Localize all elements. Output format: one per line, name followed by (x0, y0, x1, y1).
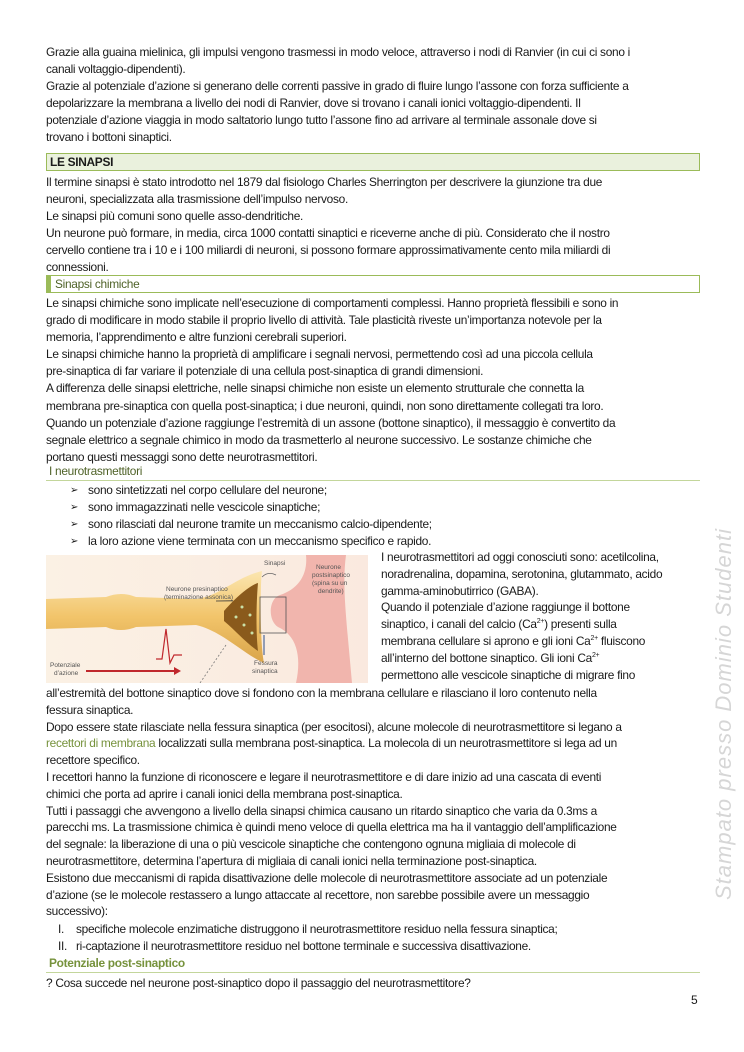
list-item (46, 938, 558, 955)
text-line: memoria, l’apprendimento e altre funzioni cerebrali superiori. (46, 330, 347, 345)
text-line: Il termine sinapsi è stato introdotto nel 1879 dal fisiologo Charles Sherrington per descrivere la giunzione tra due (46, 175, 603, 189)
text-line (381, 616, 662, 633)
text-line (381, 566, 662, 583)
text-line (46, 803, 622, 820)
text-line: membrana pre-sinaptica con quella post-sinaptica; i due neuroni, quindi, non sono direttamente collegati tra loro. (46, 398, 604, 413)
paragraph-ranvier-1 (46, 44, 630, 78)
text-line (46, 887, 622, 904)
heading-potenziale-post-sinaptico: Potenziale post-sinaptico (46, 955, 700, 973)
label-fessura: Fessura (254, 660, 278, 667)
text-line: Grazie al potenziale d’azione si generano delle correnti passive in grado di fluire lungo l’assone con forza sufficiente a (46, 79, 629, 93)
text-line (46, 719, 622, 736)
label-neurone-postsinaptico-1: Neurone (316, 564, 341, 571)
text-span: Quando il potenziale d’azione raggiunge il bottone (381, 600, 630, 615)
text-line (46, 769, 622, 786)
question-text: ? Cosa succede nel neurone post-sinaptico dopo il passaggio del neurotrasmettitore? (46, 976, 471, 990)
text-line (46, 685, 622, 702)
text-line: potenziale d’azione viaggia in modo saltatorio lungo tutto l’assone fino ad arrivare al terminale assonale dove si (46, 113, 597, 128)
list-item (46, 499, 432, 516)
paragraph-sinapsi (46, 174, 610, 277)
text-line: canali voltaggio-dipendenti). (46, 62, 186, 77)
bullet-arrow-icon: ➢ (70, 485, 79, 496)
text-line (46, 853, 622, 870)
label-neurone-postsinaptico-2: postsinaptico (312, 572, 350, 579)
superscript: 2+ (536, 618, 545, 626)
text-span: permettono alle vescicole sinaptiche di migrare fino (381, 667, 636, 682)
bullet-arrow-icon: ➢ (70, 536, 79, 548)
text-line: neuroni, specializzata alla trasmissione dell’impulso nervoso. (46, 192, 348, 207)
bullet-arrow-icon: ➢ (70, 502, 79, 514)
list-item-text: la loro azione viene terminata con un meccanismo specifico e rapido. (88, 534, 432, 549)
text-line: cervello contiene tra i 10 e i 100 miliardi di neuroni, si possono formare approssimativamente cento mila miliardi di (46, 243, 611, 258)
text-span: fluiscono (597, 633, 646, 648)
text-span: chimici che porta ad aprire i canali ionici della membrana post-sinaptica. (46, 786, 403, 801)
text-line (46, 752, 622, 769)
superscript: 2+ (591, 651, 600, 659)
list-numeral: I. (58, 922, 65, 936)
list-item-text: ri-captazione il neurotrasmettitore residuo nel bottone terminale e successiva disattivazione. (76, 938, 531, 953)
page-number: 5 (691, 993, 698, 1007)
paragraph-rilascio (46, 685, 622, 920)
text-span: d’azione (se le molecole restassero a lungo attaccate al recettore, non sarebbe possibile avere un messaggio (46, 887, 590, 902)
text-line: Le sinapsi chimiche sono implicate nell’esecuzione di comportamenti complessi. Hanno proprietà flessibili e sono in (46, 296, 619, 310)
text-span: Tutti i passaggi che avvengono a livello della sinapsi chimica causano un ritardo sinaptico che varia da 0.3ms a (46, 803, 597, 818)
text-span: I neurotrasmettitori ad oggi conosciuti sono: acetilcolina, (381, 550, 659, 564)
label-neurone-presinaptico: Neurone presinaptico (166, 586, 228, 593)
text-span: parecchi ms. La trasmissione chimica è quindi meno veloce di quella elettrica ma ha il vantaggio dell’amplificazione (46, 820, 617, 835)
text-line: connessioni. (46, 260, 109, 275)
list-numeral: II. (58, 938, 68, 953)
paragraph-neurotrasmettitori-noti (381, 549, 662, 683)
paragraph-ranvier-2 (46, 78, 629, 146)
text-span: ) presenti sulla (544, 617, 617, 632)
text-span: del segnale: la liberazione di una o più vescicole sinaptiche che contengono ognuna migliaia di molecole di (46, 837, 576, 852)
text-line (46, 702, 622, 719)
text-span: membrana cellulare si aprono e gli ioni Ca (381, 633, 591, 648)
list-item-text: sono sintetizzati nel corpo cellulare del neurone; (88, 483, 327, 497)
link-recettori-di-membrana[interactable]: recettori di membrana (46, 736, 156, 751)
label-potenziale: Potenziale (50, 662, 81, 669)
text-span: successivo): (46, 904, 108, 919)
text-line (46, 870, 622, 887)
text-line (381, 583, 662, 600)
text-line: Quando un potenziale d’azione raggiunge l’estremità di un assone (bottone sinaptico), il messaggio è convertito da (46, 415, 616, 430)
question-block (46, 975, 471, 992)
heading-le-sinapsi: LE SINAPSI (46, 153, 700, 171)
text-line: Le sinapsi chimiche hanno la proprietà di amplificare i segnali nervosi, permettendo così ad una piccola cellula (46, 347, 593, 362)
text-span: neurotrasmettitore, determina l’apertura di migliaia di canali ionici nella terminazione post-sinaptica. (46, 853, 537, 868)
watermark: Stampato presso Dominio Studenti (711, 528, 736, 900)
list-item-text: specifiche molecole enzimatiche distruggono il neurotrasmettitore residuo nella fessura sinaptica; (76, 922, 558, 936)
text-line (381, 667, 662, 684)
text-span: noradrenalina, dopamina, serotonina, glutammato, acido (381, 566, 663, 581)
text-span: I recettori hanno la funzione di riconoscere e legare il neurotrasmettitore e di dare inizio ad una cascata di eventi (46, 769, 602, 784)
text-line: A differenza delle sinapsi elettriche, nelle sinapsi chimiche non esiste un elemento strutturale che connetta la (46, 381, 584, 396)
heading-neurotrasmettitori: I neurotrasmettitori (46, 463, 700, 481)
text-span: Esistono due meccanismi di rapida disattivazione delle molecole di neurotrasmettitore associate ad un potenziale (46, 870, 608, 885)
label-neurone-postsinaptico-3: (spina su un (312, 580, 348, 587)
list-item (46, 482, 432, 499)
text-line (46, 735, 622, 752)
text-line (381, 599, 662, 616)
text-line: portano questi messaggi sono dette neurotrasmettitori. (46, 449, 318, 464)
label-terminazione-assonica: (terminazione assonica) (164, 594, 234, 601)
list-item (46, 516, 432, 533)
text-span: all’estremità del bottone sinaptico dove si fondono con la membrana cellulare e rilasciano il loro contenuto nella (46, 686, 597, 700)
list-item-text: sono rilasciati dal neurone tramite un meccanismo calcio-dipendente; (88, 517, 432, 532)
text-line: Le sinapsi più comuni sono quelle asso-dendritiche. (46, 209, 304, 224)
label-azione: d’azione (54, 670, 79, 677)
text-span: recettore specifico. (46, 753, 140, 768)
bullet-arrow-icon: ➢ (70, 519, 79, 531)
label-sinaptica: sinaptica (252, 668, 278, 675)
text-line: Un neurone può formare, in media, circa 1000 contatti sinaptici e riceverne anche di più. Considerato che il nostro (46, 226, 610, 241)
synapse-figure (46, 555, 368, 683)
text-span: localizzati sulla membrana post-sinaptica. La molecola di un neurotrasmettitore si lega ad un (155, 736, 617, 751)
text-line: grado di modificare in modo stabile il proprio livello di attività. Tale plasticità riveste un’importanza notevole per la (46, 313, 602, 328)
label-neurone-postsinaptico-4: dendrite) (318, 588, 344, 595)
text-line (381, 549, 662, 566)
text-line (46, 819, 622, 836)
bullet-list (46, 482, 432, 550)
synapse-illustration (46, 555, 368, 683)
text-line (381, 633, 662, 650)
text-span: sinaptico, i canali del calcio (Ca (381, 617, 537, 632)
list-item (46, 533, 432, 550)
text-line: pre-sinaptica di far variare il potenziale di una cellula post-sinaptica di grandi dimensioni. (46, 364, 484, 379)
list-item (46, 921, 558, 938)
superscript: 2+ (590, 634, 598, 642)
text-span: gamma-aminobutirrico (GABA). (381, 583, 539, 598)
text-line: depolarizzare la membrana a livello dei nodi di Ranvier, dove si trovano i canali ionici voltaggio-dipendenti. Il (46, 96, 581, 111)
text-line: segnale elettrico a segnale chimico in modo da trasmetterlo al neurone successivo. Le sostanze chimiche che (46, 432, 592, 447)
list-item-text: sono immagazzinati nelle vescicole sinaptiche; (88, 500, 321, 515)
text-line (381, 650, 662, 667)
text-span: all’interno del bottone sinaptico. Gli ioni Ca (381, 650, 592, 665)
roman-list (46, 921, 558, 955)
text-span: Dopo essere state rilasciate nella fessura sinaptica (per esocitosi), alcune molecole di neurotrasmettitore si legano a (46, 719, 622, 734)
text-line (46, 836, 622, 853)
text-line: Grazie alla guaina mielinica, gli impulsi vengono trasmessi in modo veloce, attraverso i nodi di Ranvier (in cui ci sono i (46, 45, 630, 59)
label-sinapsi: Sinapsi (264, 560, 286, 567)
text-line: trovano i bottoni sinaptici. (46, 130, 172, 145)
paragraph-sinapsi-chimiche (46, 295, 618, 466)
heading-sinapsi-chimiche: Sinapsi chimiche (46, 275, 700, 293)
text-span: fessura sinaptica. (46, 702, 134, 717)
text-line (46, 903, 622, 920)
text-line (46, 786, 622, 803)
